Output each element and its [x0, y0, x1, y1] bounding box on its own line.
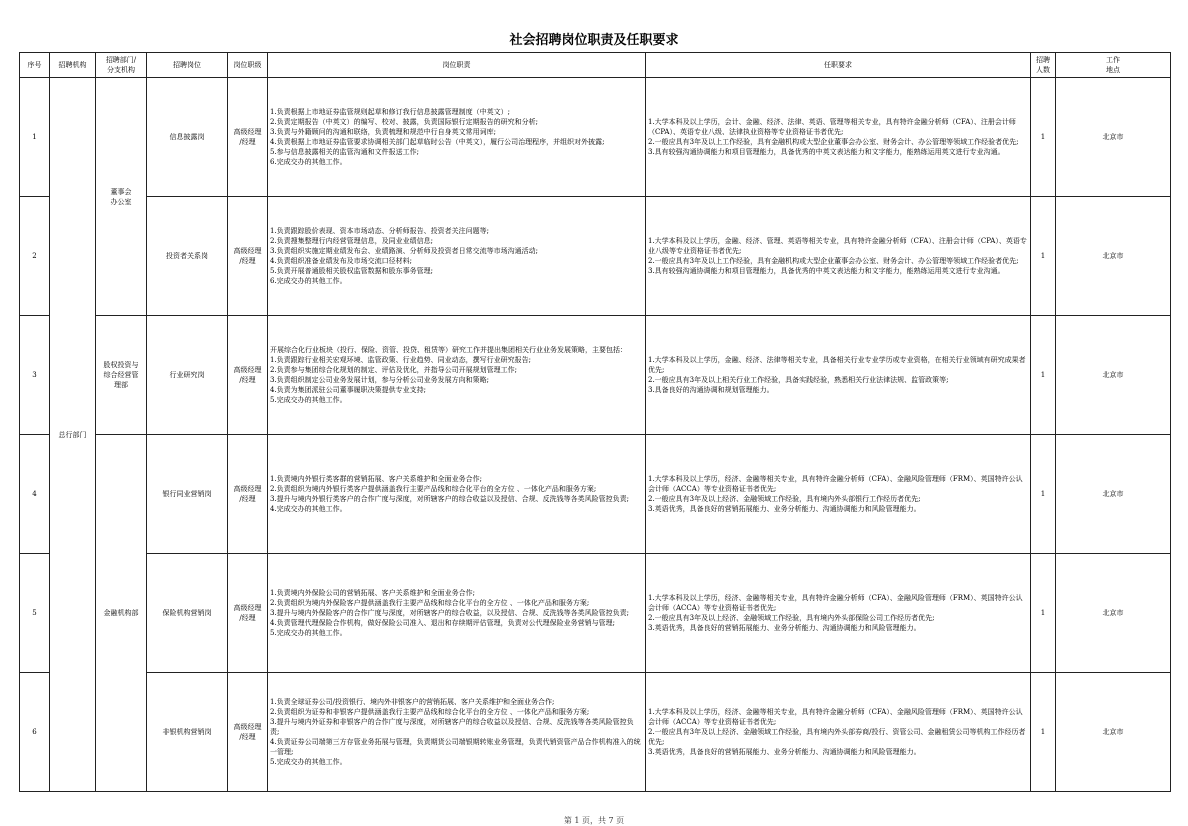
seq-cell: 4: [20, 435, 50, 554]
table-row: [20, 554, 1171, 673]
seq-cell: 3: [20, 316, 50, 435]
post-cell: 非银机构营销岗: [147, 673, 228, 792]
post-cell: 保险机构营销岗: [147, 554, 228, 673]
post-cell: 行业研究岗: [147, 316, 228, 435]
table-row: [20, 435, 1171, 554]
page-footer: 第 1 页，共 7 页: [563, 816, 625, 825]
requirements-cell: 1.大学本科及以上学历，金融、经济、管理、英语等相关专业，具有特许金融分析师（CFA）、注册会计师（CPA）、英语专业八级等专业资格证书者优先; 2.一般应具有3年及以上工作经验，具有金融机构或大型企业董事会办公室、财务会计、办公管理等领域工作经验者优先; 3.具有较强沟通协调能力和项目管理能力，具备优秀的中英文表达能力和文字能力，能熟练运用英文进行专业沟通。: [646, 197, 1031, 316]
duty-cell: 开展综合化行业板块（投行、保险、资管、投贷、租赁等）研究工作并提出集团相关行业业务发展策略，主要包括： 1.负责跟踪行业相关宏观环境、监管政策、行业趋势、同业动态，撰写行业研究报告; 2.负责参与集团综合化规划的制定、评估及优化，并指导公司开展规划管理工作; 3.负责组织制定公司业务发展计划，参与分析公司业务发展方向和策略; 4.负责为集团派驻公司董事履职决策提供专业支持; 5.完成交办的其他工作。: [268, 316, 646, 435]
seq-cell: 1: [20, 78, 50, 197]
post-cell: 信息披露岗: [147, 78, 228, 197]
duty-cell: 1.负责境内外保险公司的营销拓展、客户关系维护和全面业务合作; 2.负责组织为境内外保险客户提供涵盖我行主要产品线和综合化平台的全方位 、一体化产品和服务方案; 3.提升与境内外保险客户的合作广度与深度，对所辖客户的综合收益，以及授信、合规、反洗钱等各类风险管控负责; 4.负责管理代理保险合作机构，做好保险公司准入、退出和存续期评估管理，负责对公代理保险业务营销与管理; 5.完成交办的其他工作。: [268, 554, 646, 673]
header-count: 招聘 人数: [1031, 53, 1056, 78]
header-dept: 招聘部门/ 分支机构: [96, 53, 147, 78]
duty-cell: 1.负责根据上市地证券监管规则起草和修订我行信息披露管理制度（中英文）; 2.负责定期报告（中英文）的编写、校对、披露，负责国际银行定期报告的研究和分析; 3.负责与外籍顾问的沟通和联络，负责梳理和规范中行自身英文常用词库; 4.负责根据上市地证券监管要求协调相关部门起草临时公告（中英文），履行公司治理程序，并组织对外披露; 5.参与信息披露相关的监管沟通和文件报送工作; 6.完成交办的其他工作。: [268, 78, 646, 197]
count-cell: 1: [1031, 78, 1056, 197]
header-level: 岗位职级: [228, 53, 268, 78]
level-cell: 高级经理 /经理: [228, 673, 268, 792]
header-requirements: 任职要求: [646, 53, 1031, 78]
header-place: 工作 地点: [1056, 53, 1171, 78]
place-cell: 北京市: [1056, 554, 1171, 673]
level-cell: 高级经理 /经理: [228, 554, 268, 673]
table-row: [20, 78, 1171, 197]
table-row: [20, 316, 1171, 435]
dept-cell: 股权投资与 综合经营管 理部: [96, 316, 147, 435]
place-cell: 北京市: [1056, 316, 1171, 435]
table-row: [20, 197, 1171, 316]
table-row: [20, 673, 1171, 792]
header-org: 招聘机构: [50, 53, 96, 78]
dept-cell: 董事会 办公室: [96, 78, 147, 316]
requirements-cell: 1.大学本科及以上学历，经济、金融等相关专业，具有特许金融分析师（CFA）、金融风险管理师（FRM）、英国特许公认会计师（ACCA）等专业资格证书者优先; 2.一般应具有3年及以上经济、金融领域工作经验，具有境内外头部保险公司工作经历者优先; 3.英语优秀，具备良好的营销拓展能力、业务分析能力、沟通协调能力和风险管理能力。: [646, 554, 1031, 673]
level-cell: 高级经理 /经理: [228, 316, 268, 435]
place-cell: 北京市: [1056, 78, 1171, 197]
org-cell: 总行部门: [50, 78, 96, 792]
dept-cell: 金融机构部: [96, 435, 147, 792]
recruitment-table: [19, 52, 1171, 792]
place-cell: 北京市: [1056, 673, 1171, 792]
requirements-cell: 1.大学本科及以上学历，金融、经济、法律等相关专业，具备相关行业专业学历或专业资格，在相关行业领域有研究成果者优先; 2.一般应具有3年及以上相关行业工作经验，具备实践经验，熟悉相关行业法律法规、监管政策等; 3.具备良好的沟通协调和规划管理能力。: [646, 316, 1031, 435]
level-cell: 高级经理 /经理: [228, 197, 268, 316]
place-cell: 北京市: [1056, 197, 1171, 316]
post-cell: 投资者关系岗: [147, 197, 228, 316]
seq-cell: 6: [20, 673, 50, 792]
header-row: [20, 53, 1171, 78]
count-cell: 1: [1031, 673, 1056, 792]
requirements-cell: 1.大学本科及以上学历，经济、金融等相关专业，具有特许金融分析师（CFA）、金融风险管理师（FRM）、英国特许公认会计师（ACCA）等专业资格证书者优先; 2.一般应具有3年及以上经济、金融领域工作经验，具有境内外头部银行工作经历者优先; 3.英语优秀，具备良好的营销拓展能力、业务分析能力、沟通协调能力和风险管理能力。: [646, 435, 1031, 554]
level-cell: 高级经理 /经理: [228, 78, 268, 197]
requirements-cell: 1.大学本科及以上学历，会计、金融、经济、法律、英语、管理等相关专业，具有特许金融分析师（CFA）、注册会计师（CPA）、英语专业八级、法律执业资格等专业资格证书者优先; 2.一般应具有3年及以上工作经验，具有金融机构或大型企业董事会办公室、财务会计、办公管理等领域工作经验者优先; 3.具有较强沟通协调能力和项目管理能力，具备优秀的中英文表达能力和文字能力，能熟练运用英文进行专业沟通。: [646, 78, 1031, 197]
count-cell: 1: [1031, 435, 1056, 554]
count-cell: 1: [1031, 316, 1056, 435]
count-cell: 1: [1031, 554, 1056, 673]
duty-cell: 1.负责全球证券公司/投资银行、境内外非银客户的营销拓展、客户关系维护和全面业务合作; 2.负责组织为证券和非银客户提供涵盖我行主要产品线和综合化平台的全方位 、一体化产品和服务方案; 3.提升与境内外证券和非银客户的合作广度与深度，对所辖客户的综合收益以及授信、合规、反洗钱等各类风险管控负责; 4.负责证券公司端第三方存管业务拓展与管理，负责期货公司端银期转账业务管理，负责代销资管产品合作机构准入的统一管理; 5.完成交办的其他工作。: [268, 673, 646, 792]
level-cell: 高级经理 /经理: [228, 435, 268, 554]
header-seq: 序号: [20, 53, 50, 78]
seq-cell: 2: [20, 197, 50, 316]
place-cell: 北京市: [1056, 435, 1171, 554]
header-duty: 岗位职责: [268, 53, 646, 78]
requirements-cell: 1.大学本科及以上学历，经济、金融等相关专业，具有特许金融分析师（CFA）、金融风险管理师（FRM）、英国特许公认会计师（ACCA）等专业资格证书者优先; 2.一般应具有3年及以上经济、金融领域工作经验，具有境内外头部券商/投行、资管公司、金融租赁公司等机构工作经历者优先; 3.英语优秀，具备良好的营销拓展能力、业务分析能力、沟通协调能力和风险管理能力。: [646, 673, 1031, 792]
duty-cell: 1.负责跟踪股价表现、资本市场动态、分析师报告、投资者关注问题等; 2.负责搜集整理行内经营管理信息，及同业业绩信息; 3.负责组织实施定期业绩发布会、业绩路演、分析师及投资者日常交流等市场沟通活动; 4.负责组织准备业绩发布及市场交流口径材料; 5.负责开展普通股相关股权监管数据和股东事务管理; 6.完成交办的其他工作。: [268, 197, 646, 316]
header-post: 招聘岗位: [147, 53, 228, 78]
seq-cell: 5: [20, 554, 50, 673]
duty-cell: 1.负责境内外银行类客群的营销拓展、客户关系维护和全面业务合作; 2.负责组织为境内外银行类客户提供涵盖我行主要产品线和综合化平台的全方位 、一体化产品和服务方案; 3.提升与境内外银行类客户的合作广度与深度，对所辖客户的综合收益以及授信、合规、反洗钱等各类风险管控负责; 4.完成交办的其他工作。: [268, 435, 646, 554]
page-title: 社会招聘岗位职责及任职要求: [509, 33, 679, 48]
count-cell: 1: [1031, 197, 1056, 316]
post-cell: 银行同业营销岗: [147, 435, 228, 554]
